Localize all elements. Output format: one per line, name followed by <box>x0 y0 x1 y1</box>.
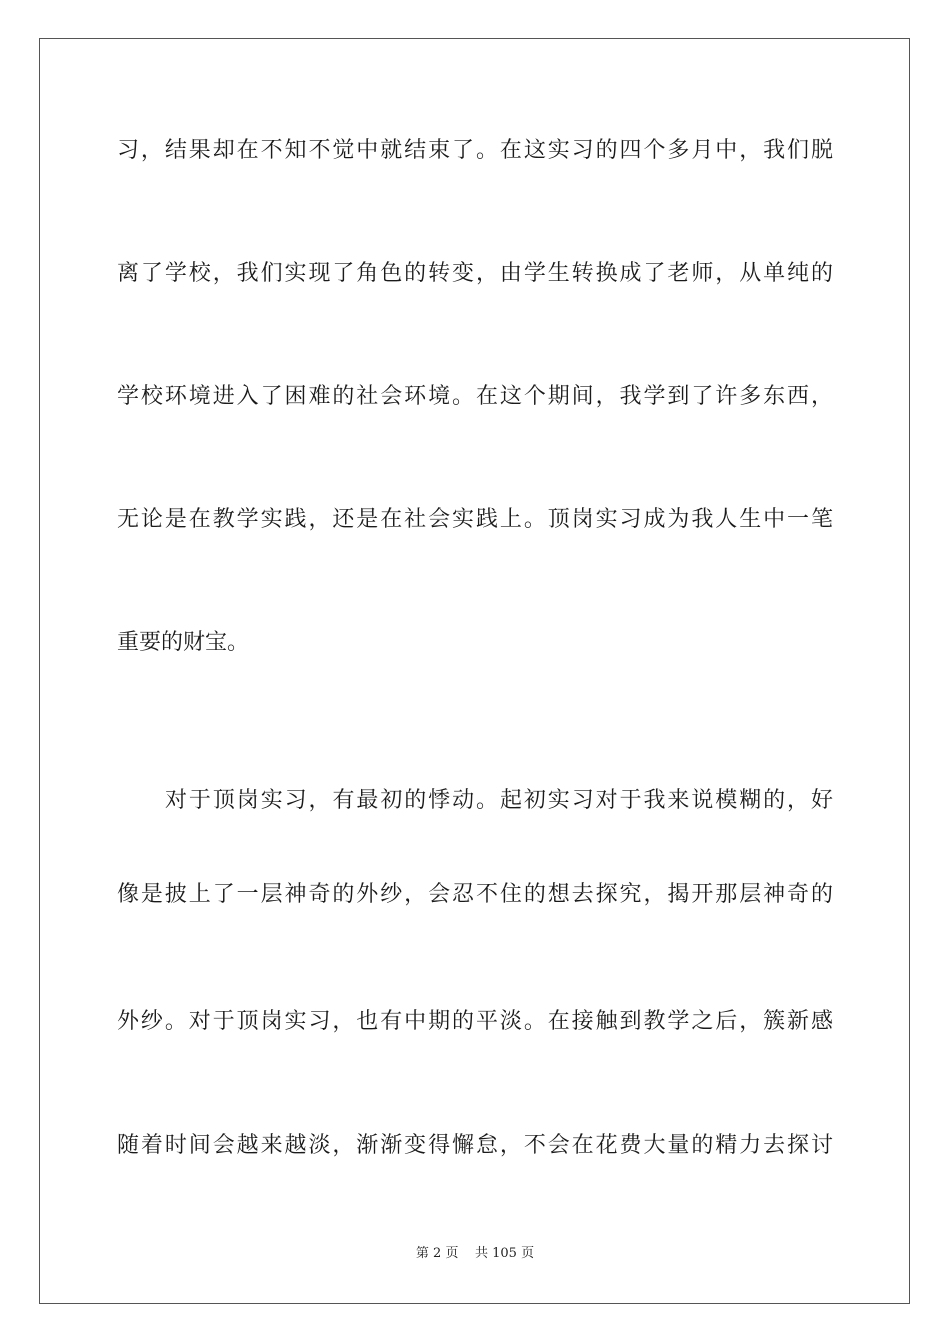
text-line: 对于顶岗实习，有最初的悸动。起初实习对于我来说模糊的，好 <box>165 788 833 813</box>
page-footer <box>0 1244 950 1264</box>
text-line: 无论是在教学实践，还是在社会实践上。顶岗实习成为我人生中一笔 <box>117 507 833 532</box>
text-line: 重要的财宝。 <box>117 630 250 655</box>
total-pages: 共 105 页 <box>475 1246 535 1261</box>
text-line: 离了学校，我们实现了角色的转变，由学生转换成了老师，从单纯的 <box>117 261 833 286</box>
text-line: 外纱。对于顶岗实习，也有中期的平淡。在接触到教学之后，簇新感 <box>117 1009 833 1034</box>
text-line: 学校环境进入了困难的社会环境。在这个期间，我学到了许多东西， <box>117 384 833 409</box>
text-line: 习，结果却在不知不觉中就结束了。在这实习的四个多月中，我们脱 <box>117 138 833 163</box>
page-number: 第 2 页 <box>415 1246 459 1261</box>
text-line: 像是披上了一层神奇的外纱，会忍不住的想去探究，揭开那层神奇的 <box>117 882 833 907</box>
text-line: 随着时间会越来越淡，渐渐变得懈怠，不会在花费大量的精力去探讨 <box>117 1133 833 1158</box>
page-border <box>39 38 910 1304</box>
